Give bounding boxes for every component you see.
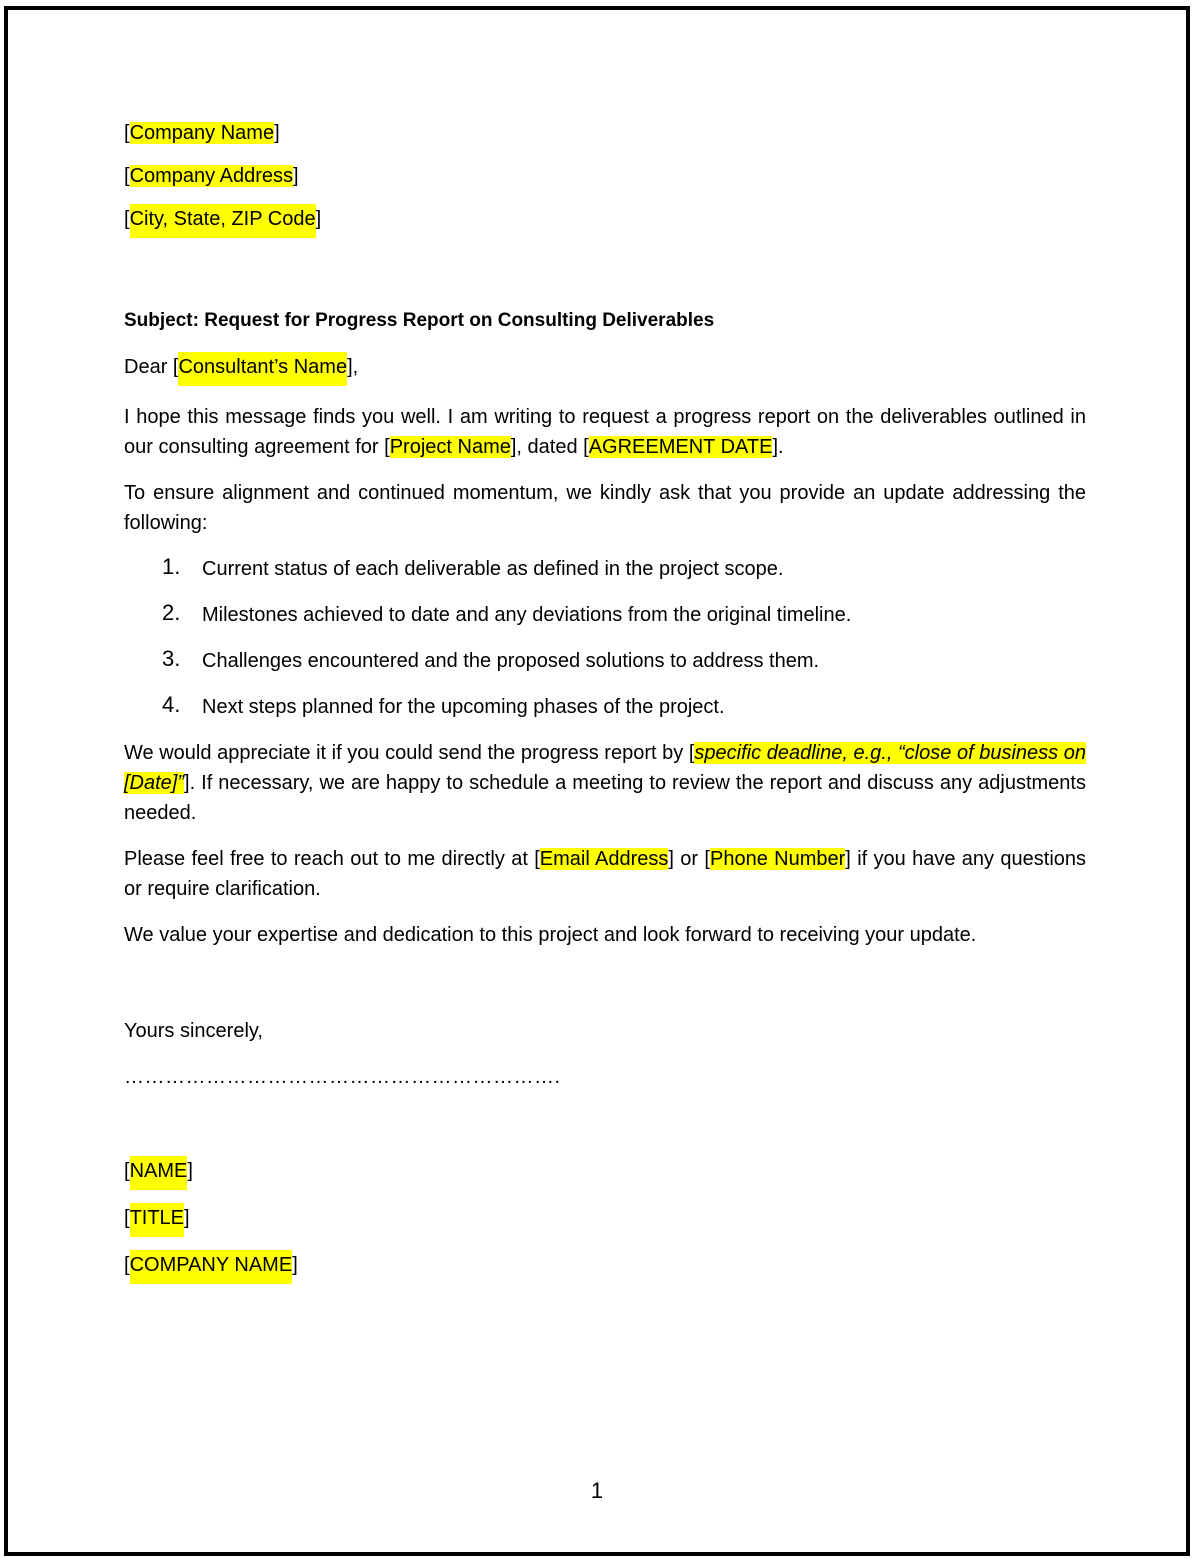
list-text: Challenges encountered and the proposed solutions to address them. [202, 650, 820, 672]
list-item [124, 692, 1086, 722]
signer-title-line: [TITLE] [124, 1203, 1086, 1233]
deadline-text-b: ]. If necessary, we are happy to schedule a meeting to review the report and discuss any adjustments needed. [124, 772, 1086, 824]
intro-text-a: I hope this message finds you well. I am writing to request a progress report on the deliverables outlined in our consulting agreement for [ [124, 406, 1086, 458]
letter-body [124, 118, 1086, 1297]
list-text: Next steps planned for the upcoming phases of the project. [202, 696, 725, 718]
list-text: Current status of each deliverable as defined in the project scope. [202, 558, 784, 580]
email-placeholder: Email Address [539, 848, 669, 870]
list-item [124, 600, 1086, 630]
contact-text-c: ] if you have any questions or require clarification. [124, 848, 1087, 900]
list-number: 4. [162, 692, 181, 717]
list-number: 3. [162, 646, 181, 671]
closing: Yours sincerely, [124, 1020, 263, 1042]
consultant-name-placeholder: Consultant’s Name [178, 352, 347, 386]
signer-name-line: [NAME] [124, 1156, 1086, 1186]
city-state-zip-placeholder: City, State, ZIP Code [130, 204, 316, 238]
paragraph-contact [124, 844, 1086, 904]
agreement-date-placeholder: AGREEMENT DATE [588, 436, 773, 458]
subject-line: Subject: Request for Progress Report on Consulting Deliverables [124, 310, 715, 331]
deadline-text-a: We would appreciate it if you could send the progress report by [ [124, 742, 695, 764]
deliverables-list [124, 554, 1086, 722]
city-state-zip-line: [City, State, ZIP Code] [124, 204, 1086, 234]
signer-company-line: [COMPANY NAME] [124, 1250, 1086, 1280]
deadline-placeholder: specific deadline, e.g., “close of business on [Date]” [124, 742, 1086, 794]
company-address-line: [Company Address] [124, 165, 299, 187]
signer-company-placeholder: COMPANY NAME [130, 1250, 293, 1284]
signature-line: ………………………………………………………. [124, 1066, 561, 1088]
signer-title-placeholder: TITLE [130, 1203, 184, 1237]
company-name-placeholder: Company Name [129, 122, 275, 144]
company-name-line: [Company Name] [124, 122, 280, 144]
list-text: Milestones achieved to date and any deviations from the original timeline. [202, 604, 852, 626]
contact-text-b: ] or [ [668, 848, 710, 870]
list-item [124, 554, 1086, 584]
paragraph-request: To ensure alignment and continued momentum, we kindly ask that you provide an update addressing the following: [124, 482, 1086, 534]
list-number: 1. [162, 554, 181, 579]
contact-text-a: Please feel free to reach out to me directly at [ [124, 848, 540, 870]
project-name-placeholder: Project Name [389, 436, 511, 458]
paragraph-deadline [124, 738, 1086, 828]
salutation-prefix: Dear [ [124, 356, 179, 378]
salutation-suffix: ], [347, 356, 359, 378]
company-address-placeholder: Company Address [129, 165, 293, 187]
intro-text-c: ]. [772, 436, 784, 458]
page-number: 1 [590, 1478, 604, 1503]
list-number: 2. [162, 600, 181, 625]
list-item [124, 646, 1086, 676]
paragraph-closing-remark: We value your expertise and dedication to this project and look forward to receiving your update. [124, 924, 977, 946]
document-page [4, 6, 1190, 1556]
phone-placeholder: Phone Number [709, 848, 846, 870]
paragraph-intro [124, 402, 1086, 462]
signer-name-placeholder: NAME [130, 1156, 188, 1190]
salutation [124, 352, 1086, 386]
intro-text-b: ], dated [ [510, 436, 589, 458]
